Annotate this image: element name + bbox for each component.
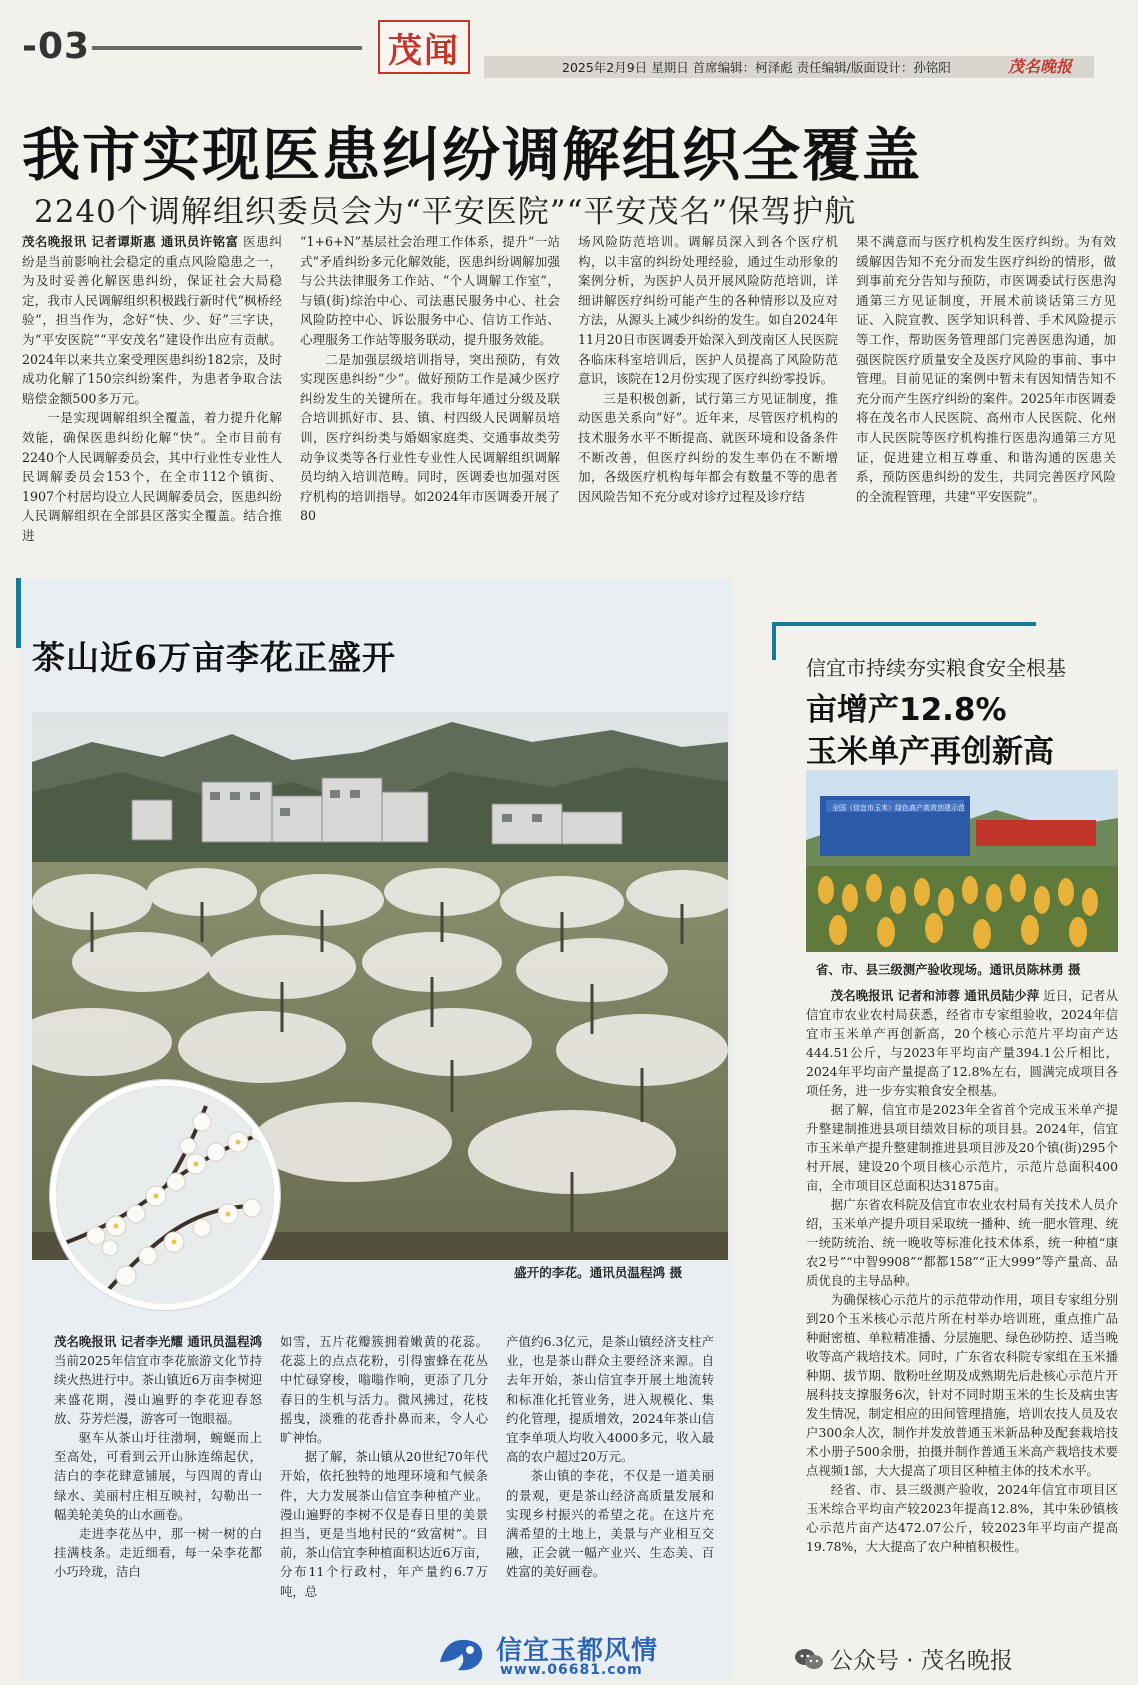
paragraph-text: 医患纠纷是当前影响社会稳定的重点风险隐患之一，为及时妥善化解医患纠纷，保证社会大局稳定，我市人民调解组织积极践行新时代“枫桥经验”，担当作为，念好“快、少、好”三字诀，为“平安医院”“平安茂名”建设作出应有贡献。2024年以来共立案受理医患纠纷182宗，及时成功化解了150宗纠纷案件，为患者争取合法赔偿金额500多万元。 — [22, 234, 282, 406]
paragraph — [806, 986, 1118, 1100]
plum-blossom-closeup — [50, 1080, 280, 1310]
feature-article-body — [54, 1332, 714, 1632]
main-headline: 我市实现医患纠纷调解组织全覆盖 — [22, 121, 923, 189]
article-column-2 — [300, 232, 560, 550]
article-column-4 — [856, 232, 1116, 550]
paragraph — [54, 1332, 262, 1428]
paragraph: 三是积极创新，试行第三方见证制度，推动医患关系向“好”。近年来，尽管医疗机构的技术服务水平不断提高、就医环境和设备条件不断改善，但医疗纠纷的发生率仍在不断增加，各级医疗机构每年都会有数量不等的患者因风险告知不充分或对诊疗过程及诊疗结 — [578, 390, 838, 504]
byline: 茂名晚报讯 记者李光耀 通讯员温程鸿 — [54, 1334, 262, 1349]
byline: 茂名晚报讯 记者谭斯惠 通讯员许铭富 — [22, 234, 239, 249]
site-logo-icon — [436, 1632, 488, 1676]
byline: 茂名晚报讯 记者和沛蓉 通讯员陆少萍 — [830, 988, 1040, 1003]
paragraph: 据广东省农科院及信宜市农业农村局有关技术人员介绍，玉米单产提升项目采取统一播种、统一肥水管理、统一统防统治、统一晚收等标准化技术体系，统一种植“康农2号”“中智9908”“都都158”“正大999”等产量高、品质优良的主导品种。 — [806, 1197, 1118, 1288]
paragraph: 一是实现调解组织全覆盖，着力提升化解效能，确保医患纠纷化解“快”。全市目前有2240个人民调解委员会，其中行业性专业性人民调解委员会153个，在全市112个镇街、1907个村居均设立人民调解委员会，医患纠纷人民调解组织在全部县区落实全覆盖。结合推进 — [22, 410, 282, 543]
paragraph: 二是加强层级培训指导，突出预防，有效实现医患纠纷“少”。做好预防工作是减少医疗纠纷发生的关键所在。我市每年通过分级及联合培训抓好市、县、镇、村四级人民调解员培训，医疗纠纷类与婚姻家庭类、交通事故类劳动争议类等各行业性专业性人民调解组织调解员均纳入培训范畴。同时，医调委也加强对医疗机构的培训指导。如2024年市医调委开展了80 — [300, 351, 560, 524]
feature-column-2 — [280, 1332, 488, 1632]
paper-logo: 茂名晚报 — [1008, 57, 1073, 76]
wechat-account-name: 公众号 · 茂名晚报 — [830, 1648, 1013, 1674]
paragraph: 走进李花丛中，那一树一树的白挂满枝条。走近细看，每一朵李花都小巧玲珑，洁白 — [54, 1526, 262, 1580]
side-article-rule — [772, 622, 1036, 626]
side-article-body — [806, 986, 1118, 1626]
paragraph: 据了解，信宜市是2023年全省首个完成玉米单产提升整建制推进县项目绩效目标的项目县。2024年，信宜市玉米单产提升整建制推进县项目涉及20个镇(街)295个村开展，建设20个项目核心示范片，示范片总面积400亩，全市项目区总面积达31875亩。 — [806, 1102, 1118, 1193]
meta-bar — [484, 56, 1094, 78]
header-rule — [92, 46, 362, 50]
paragraph: 据了解，茶山镇从20世纪70年代开始，依托独特的地理环境和气候条件，大力发展茶山信宜李种植产业。漫山遍野的李树不仅是春日里的美景担当，更是当地村民的“致富树”。目前，茶山信宜李种植面积达近6万亩，分布11个行政村，年产量约6.7万吨，总 — [280, 1449, 488, 1599]
paragraph — [22, 232, 282, 408]
paragraph-text: 近日，记者从信宜市农业农村局获悉，经省市专家组验收，2024年信宜市玉米单产再创新高，20个核心示范片平均亩产达444.51公斤，与2023年平均亩产量394.1公斤相比，2024年平均亩产量提高了12.8%左右，圆满完成项目各项任务，进一步夯实粮食安全根基。 — [806, 988, 1118, 1098]
wechat-icon — [794, 1647, 824, 1671]
paragraph: 驱车从茶山圩往渤垌，蜿蜒而上至高处，可看到云开山脉连绵起伏，洁白的李花肆意铺展，与四周的青山绿水、美丽村庄相互映衬，勾勒出一幅美轮美奂的山水画卷。 — [54, 1430, 262, 1522]
paragraph-text: 当前2025年信宜市李花旅游文化节持续火热进行中。茶山镇近6万亩李树迎来盛花期，漫山遍野的李花迎春怒放、芬芳烂漫，游客可一饱眼福。 — [54, 1353, 262, 1426]
site-name-watermark: 信宜玉都风情 — [496, 1636, 659, 1666]
side-article-kicker: 信宜市持续夯实粮食安全根基 — [806, 656, 1066, 680]
paragraph: 场风险防范培训。调解员深入到各个医疗机构，以丰富的纠纷处理经验，通过生动形象的案例分析，为医护人员开展风险防范培训，详细讲解医疗纠纷可能产生的各种情形以及应对方法，从源头上减少纠纷的发生。如自2024年11月20日市医调委开始深入到茂南区人民医院各临床科室培训后，医护人员提高了风险防范意识，该院在12月份实现了医疗纠纷零投诉。 — [578, 234, 838, 387]
paragraph: 如雪，五片花瓣簇拥着嫩黄的花蕊。花蕊上的点点花粉，引得蜜蜂在花丛中忙碌穿梭，嗡嗡作响，更添了几分春日的生机与活力。微风拂过，花枝摇曳，淡雅的花香扑鼻而来，令人心旷神怡。 — [280, 1334, 488, 1446]
banner-text: 全国（信宜市玉米）绿色高产高效创建示范 — [832, 804, 965, 812]
feature-column-3 — [506, 1332, 714, 1632]
main-article-body — [22, 232, 1116, 550]
paragraph: 为确保核心示范片的示范带动作用，项目专家组分别到20个玉米核心示范片所在村举办培训班，重点推广品种耐密植、单粒精准播、分层施肥、绿色砂防控、适当晚收等高产栽培技术。同时，广东省农科院专家组在玉米播种期、拔节期、散粉吐丝期及成熟期先后赴核心示范片开展科技支撑服务6次，针对不同时期玉米的生长及病虫害发生情况，制定相应的田间管理措施，培训农技人员及农户300余人次，制作并发放普通玉米新品种及配套栽培技术小册子500余册，拍摄并制作普通玉米高产栽培技术要点视频1部，大大提高了项目区种植主体的技术水平。 — [806, 1292, 1118, 1478]
section-badge: 茂闻 — [378, 20, 470, 74]
paragraph: 产值约6.3亿元，是茶山镇经济支柱产业，也是茶山群众主要经济来源。自去年开始，茶山信宜李开展土地流转和标准化托管业务，进入规模化、集约化管理，提质增效，2024年茶山信宜李单项人均收入4000多元，收入最高的农户超过20万元。 — [506, 1334, 714, 1465]
article-column-1 — [22, 232, 282, 550]
side-article-accent — [772, 622, 776, 660]
side-article-title-1: 亩增产12.8% — [806, 692, 1007, 728]
main-subheadline: 2240个调解组织委员会为“平安医院”“平安茂名”保驾护航 — [34, 194, 857, 230]
wechat-watermark — [794, 1642, 1013, 1675]
corn-illustration — [806, 770, 1118, 952]
paragraph: 果不满意而与医疗机构发生医疗纠纷。为有效缓解因告知不充分而发生医疗纠纷的情形，做到事前充分告知与预防，市医调委试行医患沟通第三方见证制度，开展术前谈话第三方见证、入院宣教、医学知识科普、手术风险提示等工作，帮助医务管理部门完善医患沟通，加强医院医疗质量安全及医疗风险的事前、事中管理。目前见证的案例中暂未有因知情告知不充分而产生医疗纠纷的案件。2025年市医调委将在茂名市人民医院、高州市人民医院、化州市人民医院等医疗机构推行医患沟通第三方见证，促进建立相互尊重、和谐沟通的医患关系，预防医患纠纷的发生，共同完善医疗风险的全流程管理，共建“平安医院”。 — [856, 234, 1116, 504]
paragraph: “1+6+N”基层社会治理工作体系，提升“一站式”矛盾纠纷多元化解效能，医患纠纷调解加强与公共法律服务工作站、“个人调解工作室”，与镇(街)综治中心、司法惠民服务中心、社会风险防控中心、诉讼服务中心、信访工作站、心理服务工作站等服务联动，提升服务效能。 — [300, 234, 560, 347]
side-photo-caption: 省、市、县三级测产验收现场。通讯员陈林勇 摄 — [816, 962, 1081, 977]
page-header — [0, 0, 1138, 90]
feature-photo-caption: 盛开的李花。通讯员温程鸿 摄 — [514, 1265, 683, 1280]
feature-accent-bar — [16, 578, 21, 648]
issue-meta: 2025年2月9日 星期日 首席编辑：柯泽彪 责任编辑/版面设计：孙铭阳 — [562, 60, 951, 75]
site-url-watermark: www.06681.com — [500, 1662, 643, 1678]
paragraph: 茶山镇的李花，不仅是一道美丽的景观，更是茶山经济高质量发展和实现乡村振兴的希望之花。在这片充满希望的土地上，美景与产业相互交融，正会就一幅产业兴、生态美、百姓富的美好画卷。 — [506, 1468, 714, 1580]
page-number: -03 — [22, 26, 91, 67]
corn-field-photo — [806, 770, 1118, 952]
feature-column-1 — [54, 1332, 262, 1632]
article-column-3 — [578, 232, 838, 550]
feature-title: 茶山近6万亩李花正盛开 — [32, 638, 396, 677]
paragraph: 经省、市、县三级测产验收，2024年信宜市项目区玉米综合平均亩产较2023年提高12.8%，其中朱砂镇核心示范片亩产达472.07公斤，较2023年平均亩产提高19.78%，大大提高了农户种植积极性。 — [806, 1482, 1118, 1554]
side-article-title-2: 玉米单产再创新高 — [806, 734, 1054, 770]
